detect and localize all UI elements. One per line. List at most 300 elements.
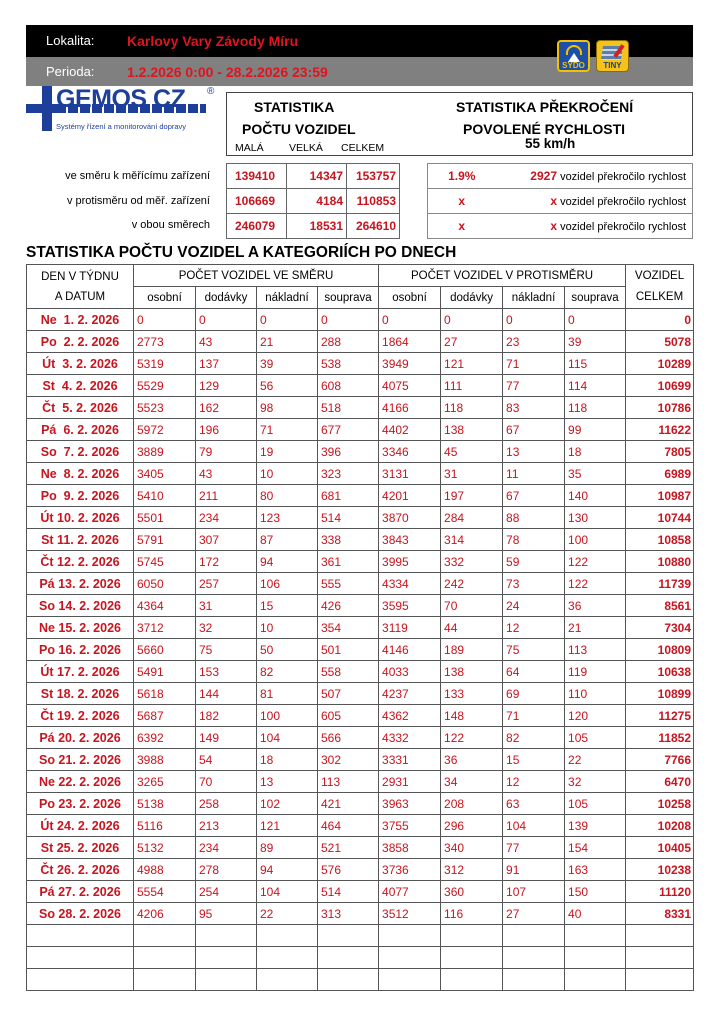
day-date: Po 9. 2. 2026 <box>27 485 134 507</box>
table-row <box>27 419 694 441</box>
vehicle-count: 88 <box>503 507 565 529</box>
vehicle-count: 172 <box>196 551 257 573</box>
brand-name: GEMOS CZ <box>56 85 186 113</box>
table-row <box>27 309 694 331</box>
vehicle-count: 605 <box>318 705 379 727</box>
vehicle-count: 5687 <box>134 705 196 727</box>
vehicle-count: 83 <box>503 397 565 419</box>
vehicle-count: 122 <box>565 551 626 573</box>
vehicle-count: 312 <box>441 859 503 881</box>
small-count: 246079 <box>227 214 287 239</box>
empty-cell <box>441 947 503 969</box>
empty-cell <box>27 947 134 969</box>
day-date: So 28. 2. 2026 <box>27 903 134 925</box>
empty-cell <box>318 925 379 947</box>
vehicle-count: 5618 <box>134 683 196 705</box>
count-title-1: STATISTIKA <box>254 99 335 115</box>
vehicle-count: 98 <box>257 397 318 419</box>
total-count: 264610 <box>347 214 400 239</box>
vehicle-count: 105 <box>565 727 626 749</box>
vehicle-count: 18 <box>565 441 626 463</box>
vehicle-count: 162 <box>196 397 257 419</box>
table-row <box>27 375 694 397</box>
vehicle-count: 3712 <box>134 617 196 639</box>
period-bar <box>26 57 693 86</box>
table-row <box>27 661 694 683</box>
vehicle-count: 99 <box>565 419 626 441</box>
total-vehicles: 10289 <box>626 353 694 375</box>
vehicle-count: 43 <box>196 463 257 485</box>
vehicle-count: 2773 <box>134 331 196 353</box>
vehicle-count: 22 <box>257 903 318 925</box>
total-vehicles: 10786 <box>626 397 694 419</box>
vehicle-count: 521 <box>318 837 379 859</box>
vehicle-count: 32 <box>196 617 257 639</box>
vehicle-count: 67 <box>503 485 565 507</box>
vehicle-count: 0 <box>379 309 441 331</box>
vehicle-count: 137 <box>196 353 257 375</box>
table-row <box>27 617 694 639</box>
vehicle-count: 23 <box>503 331 565 353</box>
vehicle-count: 35 <box>565 463 626 485</box>
vehicle-count: 307 <box>196 529 257 551</box>
vehicle-count: 0 <box>565 309 626 331</box>
vehicle-count: 27 <box>441 331 503 353</box>
head-opposite: POČET VOZIDEL V PROTISMĚRU <box>379 265 626 287</box>
empty-cell <box>379 925 441 947</box>
table-row <box>27 683 694 705</box>
large-count: 14347 <box>287 164 347 189</box>
vehicle-count: 4237 <box>379 683 441 705</box>
table-row <box>27 771 694 793</box>
vehicle-count: 3889 <box>134 441 196 463</box>
vehicle-count: 197 <box>441 485 503 507</box>
empty-cell <box>503 947 565 969</box>
vehicle-count: 3595 <box>379 595 441 617</box>
vehicle-count: 71 <box>503 353 565 375</box>
vehicle-count: 234 <box>196 507 257 529</box>
vehicle-count: 24 <box>503 595 565 617</box>
head-total-2: CELKEM <box>626 287 694 309</box>
day-date: St 18. 2. 2026 <box>27 683 134 705</box>
vehicle-count: 3265 <box>134 771 196 793</box>
day-date: Ne 15. 2. 2026 <box>27 617 134 639</box>
vehicle-count: 338 <box>318 529 379 551</box>
vehicle-count: 360 <box>441 881 503 903</box>
vehicle-count: 3858 <box>379 837 441 859</box>
vehicle-count: 113 <box>318 771 379 793</box>
vehicle-count: 5529 <box>134 375 196 397</box>
table-row <box>27 353 694 375</box>
head-date-2: A DATUM <box>54 290 106 303</box>
empty-cell <box>318 969 379 991</box>
vehicle-count: 50 <box>257 639 318 661</box>
vehicle-count: 254 <box>196 881 257 903</box>
empty-cell <box>626 969 694 991</box>
vehicle-count: 140 <box>565 485 626 507</box>
speeding-percent: 1.9% <box>428 164 496 189</box>
day-date: So 14. 2. 2026 <box>27 595 134 617</box>
day-date: Pá 13. 2. 2026 <box>27 573 134 595</box>
speeding-count: x <box>550 194 557 208</box>
table-row <box>27 463 694 485</box>
vehicle-count: 71 <box>503 705 565 727</box>
sub-header: dodávky <box>441 287 503 309</box>
vehicle-count: 421 <box>318 793 379 815</box>
vehicle-count: 3843 <box>379 529 441 551</box>
vehicle-count: 82 <box>503 727 565 749</box>
empty-cell <box>379 947 441 969</box>
period-value: 1.2.2026 0:00 - 28.2.2026 23:59 <box>127 64 328 80</box>
empty-row <box>27 947 694 969</box>
vehicle-count: 148 <box>441 705 503 727</box>
total-vehicles: 5078 <box>626 331 694 353</box>
speeding-text: vozidel překročilo rychlost <box>560 171 686 183</box>
total-vehicles: 6989 <box>626 463 694 485</box>
vehicle-count: 234 <box>196 837 257 859</box>
vehicle-count: 4364 <box>134 595 196 617</box>
vehicle-count: 2931 <box>379 771 441 793</box>
vehicle-count: 130 <box>565 507 626 529</box>
vehicle-count: 323 <box>318 463 379 485</box>
vehicle-count: 69 <box>503 683 565 705</box>
vehicle-count: 78 <box>503 529 565 551</box>
vehicle-count: 63 <box>503 793 565 815</box>
vehicle-count: 94 <box>257 551 318 573</box>
vehicle-count: 208 <box>441 793 503 815</box>
registered-mark: ® <box>207 86 215 97</box>
vehicle-count: 21 <box>257 331 318 353</box>
vehicle-count: 12 <box>503 617 565 639</box>
empty-cell <box>196 947 257 969</box>
vehicle-count: 302 <box>318 749 379 771</box>
small-count: 106669 <box>227 189 287 214</box>
table-row <box>27 639 694 661</box>
sub-header: dodávky <box>196 287 257 309</box>
empty-cell <box>318 947 379 969</box>
empty-cell <box>503 925 565 947</box>
table-row <box>27 793 694 815</box>
vehicle-count: 514 <box>318 507 379 529</box>
vehicle-count: 110 <box>565 683 626 705</box>
vehicle-count: 6392 <box>134 727 196 749</box>
total-vehicles: 10744 <box>626 507 694 529</box>
vehicle-count: 111 <box>441 375 503 397</box>
vehicle-count: 396 <box>318 441 379 463</box>
vehicle-count: 34 <box>441 771 503 793</box>
day-date: Po 2. 2. 2026 <box>27 331 134 353</box>
vehicle-count: 4077 <box>379 881 441 903</box>
sydo-logo-icon: SYDO <box>557 40 590 72</box>
empty-cell <box>503 969 565 991</box>
vehicle-count: 5319 <box>134 353 196 375</box>
vehicle-count: 116 <box>441 903 503 925</box>
summary-row-label: v protisměru od měř. zařízení <box>66 195 210 207</box>
vehicle-count: 677 <box>318 419 379 441</box>
vehicle-count: 3331 <box>379 749 441 771</box>
vehicle-count: 0 <box>441 309 503 331</box>
vehicle-count: 4166 <box>379 397 441 419</box>
total-vehicles: 10238 <box>626 859 694 881</box>
empty-cell <box>565 947 626 969</box>
vehicle-count: 15 <box>503 749 565 771</box>
vehicle-count: 288 <box>318 331 379 353</box>
vehicle-count: 104 <box>257 727 318 749</box>
vehicle-count: 44 <box>441 617 503 639</box>
table-row <box>27 881 694 903</box>
vehicle-count: 163 <box>565 859 626 881</box>
day-date: St 4. 2. 2026 <box>27 375 134 397</box>
vehicle-count: 94 <box>257 859 318 881</box>
total-vehicles: 7805 <box>626 441 694 463</box>
head-total-1: VOZIDEL <box>626 265 694 287</box>
empty-cell <box>441 925 503 947</box>
vehicle-count: 4146 <box>379 639 441 661</box>
empty-row <box>27 925 694 947</box>
vehicle-count: 107 <box>503 881 565 903</box>
empty-cell <box>626 925 694 947</box>
vehicle-count: 555 <box>318 573 379 595</box>
vehicle-count: 558 <box>318 661 379 683</box>
vehicle-count: 19 <box>257 441 318 463</box>
vehicle-count: 3988 <box>134 749 196 771</box>
speed-title-2: POVOLENÉ RYCHLOSTI <box>463 121 626 137</box>
vehicle-count: 10 <box>257 463 318 485</box>
speeding-count: 2927 <box>530 169 557 183</box>
vehicle-count: 296 <box>441 815 503 837</box>
vehicle-count: 104 <box>257 881 318 903</box>
vehicle-count: 87 <box>257 529 318 551</box>
vehicle-count: 79 <box>196 441 257 463</box>
vehicle-count: 5116 <box>134 815 196 837</box>
vehicle-count: 120 <box>565 705 626 727</box>
vehicle-count: 213 <box>196 815 257 837</box>
empty-cell <box>134 925 196 947</box>
vehicle-count: 6050 <box>134 573 196 595</box>
vehicle-count: 4402 <box>379 419 441 441</box>
vehicle-count: 3512 <box>379 903 441 925</box>
vehicle-count: 22 <box>565 749 626 771</box>
vehicle-count: 538 <box>318 353 379 375</box>
day-date: Út 17. 2. 2026 <box>27 661 134 683</box>
day-date: Pá 27. 2. 2026 <box>27 881 134 903</box>
vehicle-count: 67 <box>503 419 565 441</box>
table-row <box>27 815 694 837</box>
vehicle-count: 0 <box>318 309 379 331</box>
total-vehicles: 11275 <box>626 705 694 727</box>
brand-tagline: Systémy řízení a monitorování dopravy <box>56 122 187 131</box>
vehicle-count: 426 <box>318 595 379 617</box>
vehicle-count: 332 <box>441 551 503 573</box>
vehicle-count: 340 <box>441 837 503 859</box>
table-row <box>27 903 694 925</box>
empty-cell <box>441 969 503 991</box>
vehicle-count: 5745 <box>134 551 196 573</box>
vehicle-count: 3346 <box>379 441 441 463</box>
speeding-text: vozidel překročilo rychlost <box>560 221 686 233</box>
day-date: Po 23. 2. 2026 <box>27 793 134 815</box>
vehicle-count: 501 <box>318 639 379 661</box>
total-vehicles: 10809 <box>626 639 694 661</box>
vehicle-count: 12 <box>503 771 565 793</box>
vehicle-count: 11 <box>503 463 565 485</box>
speed-title-1: STATISTIKA PŘEKROČENÍ <box>456 99 634 115</box>
vehicle-count: 115 <box>565 353 626 375</box>
empty-cell <box>27 925 134 947</box>
vehicle-count: 59 <box>503 551 565 573</box>
total-vehicles: 10208 <box>626 815 694 837</box>
speeding-text: vozidel překročilo rychlost <box>560 196 686 208</box>
vehicle-count: 77 <box>503 837 565 859</box>
vehicle-count: 80 <box>257 485 318 507</box>
vehicle-count: 5660 <box>134 639 196 661</box>
vehicle-count: 361 <box>318 551 379 573</box>
vehicle-count: 121 <box>441 353 503 375</box>
vehicle-count: 5491 <box>134 661 196 683</box>
day-date: St 11. 2. 2026 <box>27 529 134 551</box>
total-vehicles: 11739 <box>626 573 694 595</box>
vehicle-count: 122 <box>565 573 626 595</box>
total-vehicles: 11120 <box>626 881 694 903</box>
vehicle-count: 105 <box>565 793 626 815</box>
empty-row <box>27 969 694 991</box>
vehicle-count: 113 <box>565 639 626 661</box>
col-total-label: CELKEM <box>341 142 385 154</box>
vehicle-count: 4362 <box>379 705 441 727</box>
vehicle-count: 3119 <box>379 617 441 639</box>
vehicle-count: 73 <box>503 573 565 595</box>
vehicle-count: 75 <box>503 639 565 661</box>
speed-row <box>428 214 693 239</box>
vehicle-count: 45 <box>441 441 503 463</box>
total-count: 110853 <box>347 189 400 214</box>
empty-cell <box>134 947 196 969</box>
vehicle-count: 129 <box>196 375 257 397</box>
period-label: Perioda: <box>46 64 95 79</box>
small-count: 139410 <box>227 164 287 189</box>
vehicle-count: 514 <box>318 881 379 903</box>
location-label: Lokalita: <box>46 33 95 48</box>
table-row <box>27 749 694 771</box>
vehicle-count: 119 <box>565 661 626 683</box>
empty-cell <box>626 947 694 969</box>
vehicle-count: 32 <box>565 771 626 793</box>
total-vehicles: 10258 <box>626 793 694 815</box>
table-row <box>27 837 694 859</box>
total-vehicles: 0 <box>626 309 694 331</box>
vehicle-count: 15 <box>257 595 318 617</box>
empty-cell <box>134 969 196 991</box>
count-title-2: POČTU VOZIDEL <box>242 121 356 137</box>
vehicle-count: 313 <box>318 903 379 925</box>
vehicle-count: 5501 <box>134 507 196 529</box>
sub-header: osobní <box>134 287 196 309</box>
sub-header: souprava <box>565 287 626 309</box>
vehicle-count: 153 <box>196 661 257 683</box>
vehicle-count: 278 <box>196 859 257 881</box>
empty-cell <box>565 925 626 947</box>
vehicle-count: 39 <box>257 353 318 375</box>
summary-row <box>227 214 400 239</box>
total-vehicles: 10699 <box>626 375 694 397</box>
vehicle-count: 64 <box>503 661 565 683</box>
large-count: 4184 <box>287 189 347 214</box>
day-date: So 21. 2. 2026 <box>27 749 134 771</box>
col-small-label: MALÁ <box>235 142 264 154</box>
vehicle-count: 681 <box>318 485 379 507</box>
vehicle-count: 3736 <box>379 859 441 881</box>
vehicle-count: 3405 <box>134 463 196 485</box>
table-row <box>27 397 694 419</box>
speed-row <box>428 164 693 189</box>
tiny-logo-icon: TINY <box>596 40 629 72</box>
vehicle-count: 4334 <box>379 573 441 595</box>
vehicle-count: 31 <box>196 595 257 617</box>
count-summary-table <box>226 163 400 239</box>
total-vehicles: 11622 <box>626 419 694 441</box>
total-vehicles: 10638 <box>626 661 694 683</box>
vehicle-count: 0 <box>257 309 318 331</box>
table-row <box>27 507 694 529</box>
vehicle-count: 138 <box>441 661 503 683</box>
sub-header: souprava <box>318 287 379 309</box>
speeding-percent: x <box>428 189 496 214</box>
vehicle-count: 54 <box>196 749 257 771</box>
table-row <box>27 859 694 881</box>
total-vehicles: 8561 <box>626 595 694 617</box>
table-row <box>27 331 694 353</box>
vehicle-count: 118 <box>441 397 503 419</box>
total-vehicles: 10880 <box>626 551 694 573</box>
vehicle-count: 3755 <box>379 815 441 837</box>
vehicle-count: 0 <box>134 309 196 331</box>
total-vehicles: 11852 <box>626 727 694 749</box>
vehicle-count: 18 <box>257 749 318 771</box>
vehicle-count: 75 <box>196 639 257 661</box>
vehicle-count: 31 <box>441 463 503 485</box>
table-row <box>27 551 694 573</box>
day-date: Ne 8. 2. 2026 <box>27 463 134 485</box>
total-vehicles: 7766 <box>626 749 694 771</box>
table-row <box>27 727 694 749</box>
day-date: Čt 19. 2. 2026 <box>27 705 134 727</box>
vehicle-count: 196 <box>196 419 257 441</box>
vehicle-count: 36 <box>565 595 626 617</box>
vehicle-count: 122 <box>441 727 503 749</box>
sub-header: osobní <box>379 287 441 309</box>
vehicle-count: 114 <box>565 375 626 397</box>
total-vehicles: 10858 <box>626 529 694 551</box>
total-vehicles: 10405 <box>626 837 694 859</box>
vehicle-count: 354 <box>318 617 379 639</box>
vehicle-count: 4206 <box>134 903 196 925</box>
sub-header: nákladní <box>257 287 318 309</box>
vehicle-count: 133 <box>441 683 503 705</box>
vehicle-count: 77 <box>503 375 565 397</box>
vehicle-count: 5410 <box>134 485 196 507</box>
summary-header-box <box>226 92 693 156</box>
vehicle-count: 5523 <box>134 397 196 419</box>
vehicle-count: 566 <box>318 727 379 749</box>
location-value: Karlovy Vary Závody Míru <box>127 33 299 49</box>
vehicle-count: 10 <box>257 617 318 639</box>
empty-cell <box>27 969 134 991</box>
total-vehicles: 10987 <box>626 485 694 507</box>
vehicle-count: 4332 <box>379 727 441 749</box>
empty-cell <box>565 969 626 991</box>
vehicle-count: 5554 <box>134 881 196 903</box>
table-row <box>27 485 694 507</box>
